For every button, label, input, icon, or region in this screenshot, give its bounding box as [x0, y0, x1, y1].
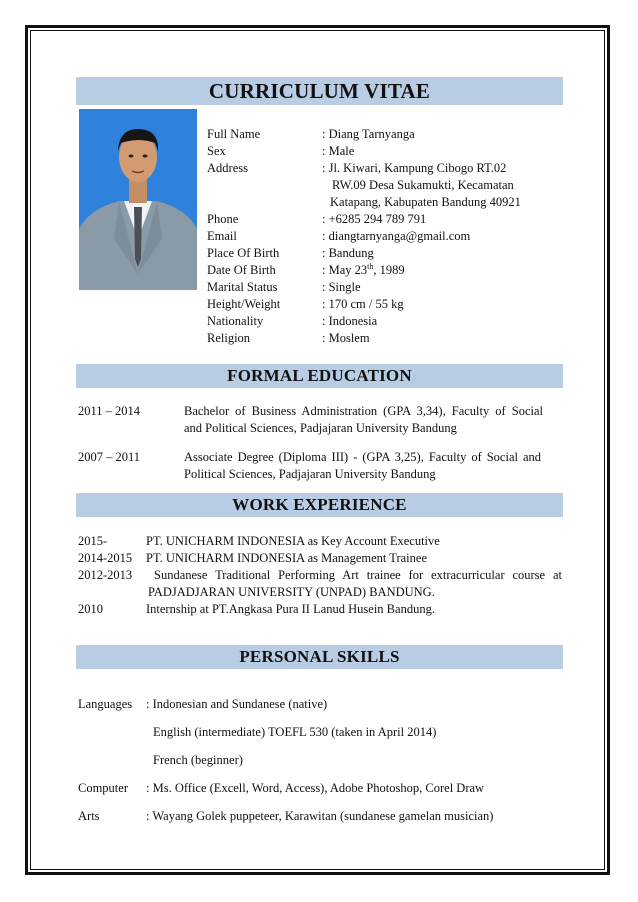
work-period: 2015- — [78, 534, 108, 548]
education-text: Bachelor of Business Administration (GPA 3,34), Faculty of Social — [184, 404, 543, 418]
field-value: : Bandung — [322, 246, 374, 260]
education-heading: FORMAL EDUCATION — [76, 364, 563, 388]
email-value[interactable]: : diangtarnyanga@gmail.com — [322, 229, 471, 243]
dob-sup: th — [367, 261, 374, 271]
field-value: : Indonesia — [322, 314, 378, 328]
work-text: PT. UNICHARM INDONESIA as Key Account Executive — [146, 534, 440, 548]
work-text: Sundanese Traditional Performing Art trainee for extracurricular course at — [154, 568, 562, 582]
field-label: Date Of Birth — [207, 263, 276, 277]
work-text: Internship at PT.Angkasa Pura II Lanud Husein Bandung. — [146, 602, 435, 616]
skill-label: Computer — [78, 781, 128, 795]
work-text: PT. UNICHARM INDONESIA as Management Trainee — [146, 551, 427, 565]
work-period: 2010 — [78, 602, 103, 616]
field-label: Address — [207, 161, 248, 175]
field-value: : 170 cm / 55 kg — [322, 297, 404, 311]
skill-label: Arts — [78, 809, 100, 823]
skill-value: : Indonesian and Sundanese (native) — [146, 697, 328, 711]
field-label: Nationality — [207, 314, 264, 328]
field-label: Height/Weight — [207, 297, 281, 311]
field-value: Katapang, Kabupaten Bandung 40921 — [330, 195, 521, 209]
education-period: 2007 – 2011 — [78, 450, 141, 464]
field-value: : Jl. Kiwari, Kampung Cibogo RT.02 — [322, 161, 507, 175]
education-text: Political Sciences, Padjajaran University Bandung — [184, 467, 436, 481]
field-value: : Diang Tarnyanga — [322, 127, 415, 141]
field-label: Phone — [207, 212, 239, 226]
field-value — [322, 262, 405, 279]
field-label: Email — [207, 229, 237, 243]
field-label: Place Of Birth — [207, 246, 280, 260]
field-value: : Single — [322, 280, 361, 294]
dob-post: , 1989 — [373, 263, 405, 277]
field-value: : +6285 294 789 791 — [322, 212, 427, 226]
dob-pre: : May 23 — [322, 263, 368, 277]
work-period: 2012-2013 — [78, 568, 133, 582]
skill-label: Languages — [78, 697, 133, 711]
field-label: Marital Status — [207, 280, 278, 294]
skill-value: : Ms. Office (Excell, Word, Access), Adobe Photoshop, Corel Draw — [146, 781, 485, 795]
skill-value: English (intermediate) TOEFL 530 (taken in April 2014) — [153, 725, 437, 739]
field-value: : Moslem — [322, 331, 370, 345]
field-value: : Male — [322, 144, 355, 158]
field-label: Sex — [207, 144, 226, 158]
skill-value: : Wayang Golek puppeteer, Karawitan (sundanese gamelan musician) — [146, 809, 494, 823]
work-heading: WORK EXPERIENCE — [76, 493, 563, 517]
work-period: 2014-2015 — [78, 551, 133, 565]
field-label: Full Name — [207, 127, 261, 141]
field-label: Religion — [207, 331, 251, 345]
skill-value: French (beginner) — [153, 753, 243, 767]
education-period: 2011 – 2014 — [78, 404, 141, 418]
person-portrait-icon — [79, 109, 197, 290]
profile-photo — [79, 109, 197, 290]
work-text: PADJADJARAN UNIVERSITY (UNPAD) BANDUNG. — [148, 585, 435, 599]
cv-title: CURRICULUM VITAE — [76, 77, 563, 105]
field-value: RW.09 Desa Sukamukti, Kecamatan — [332, 178, 514, 192]
education-text: Associate Degree (Diploma III) - (GPA 3,25), Faculty of Social and — [184, 450, 541, 464]
education-text: and Political Sciences, Padjajaran University Bandung — [184, 421, 457, 435]
skills-heading: PERSONAL SKILLS — [76, 645, 563, 669]
